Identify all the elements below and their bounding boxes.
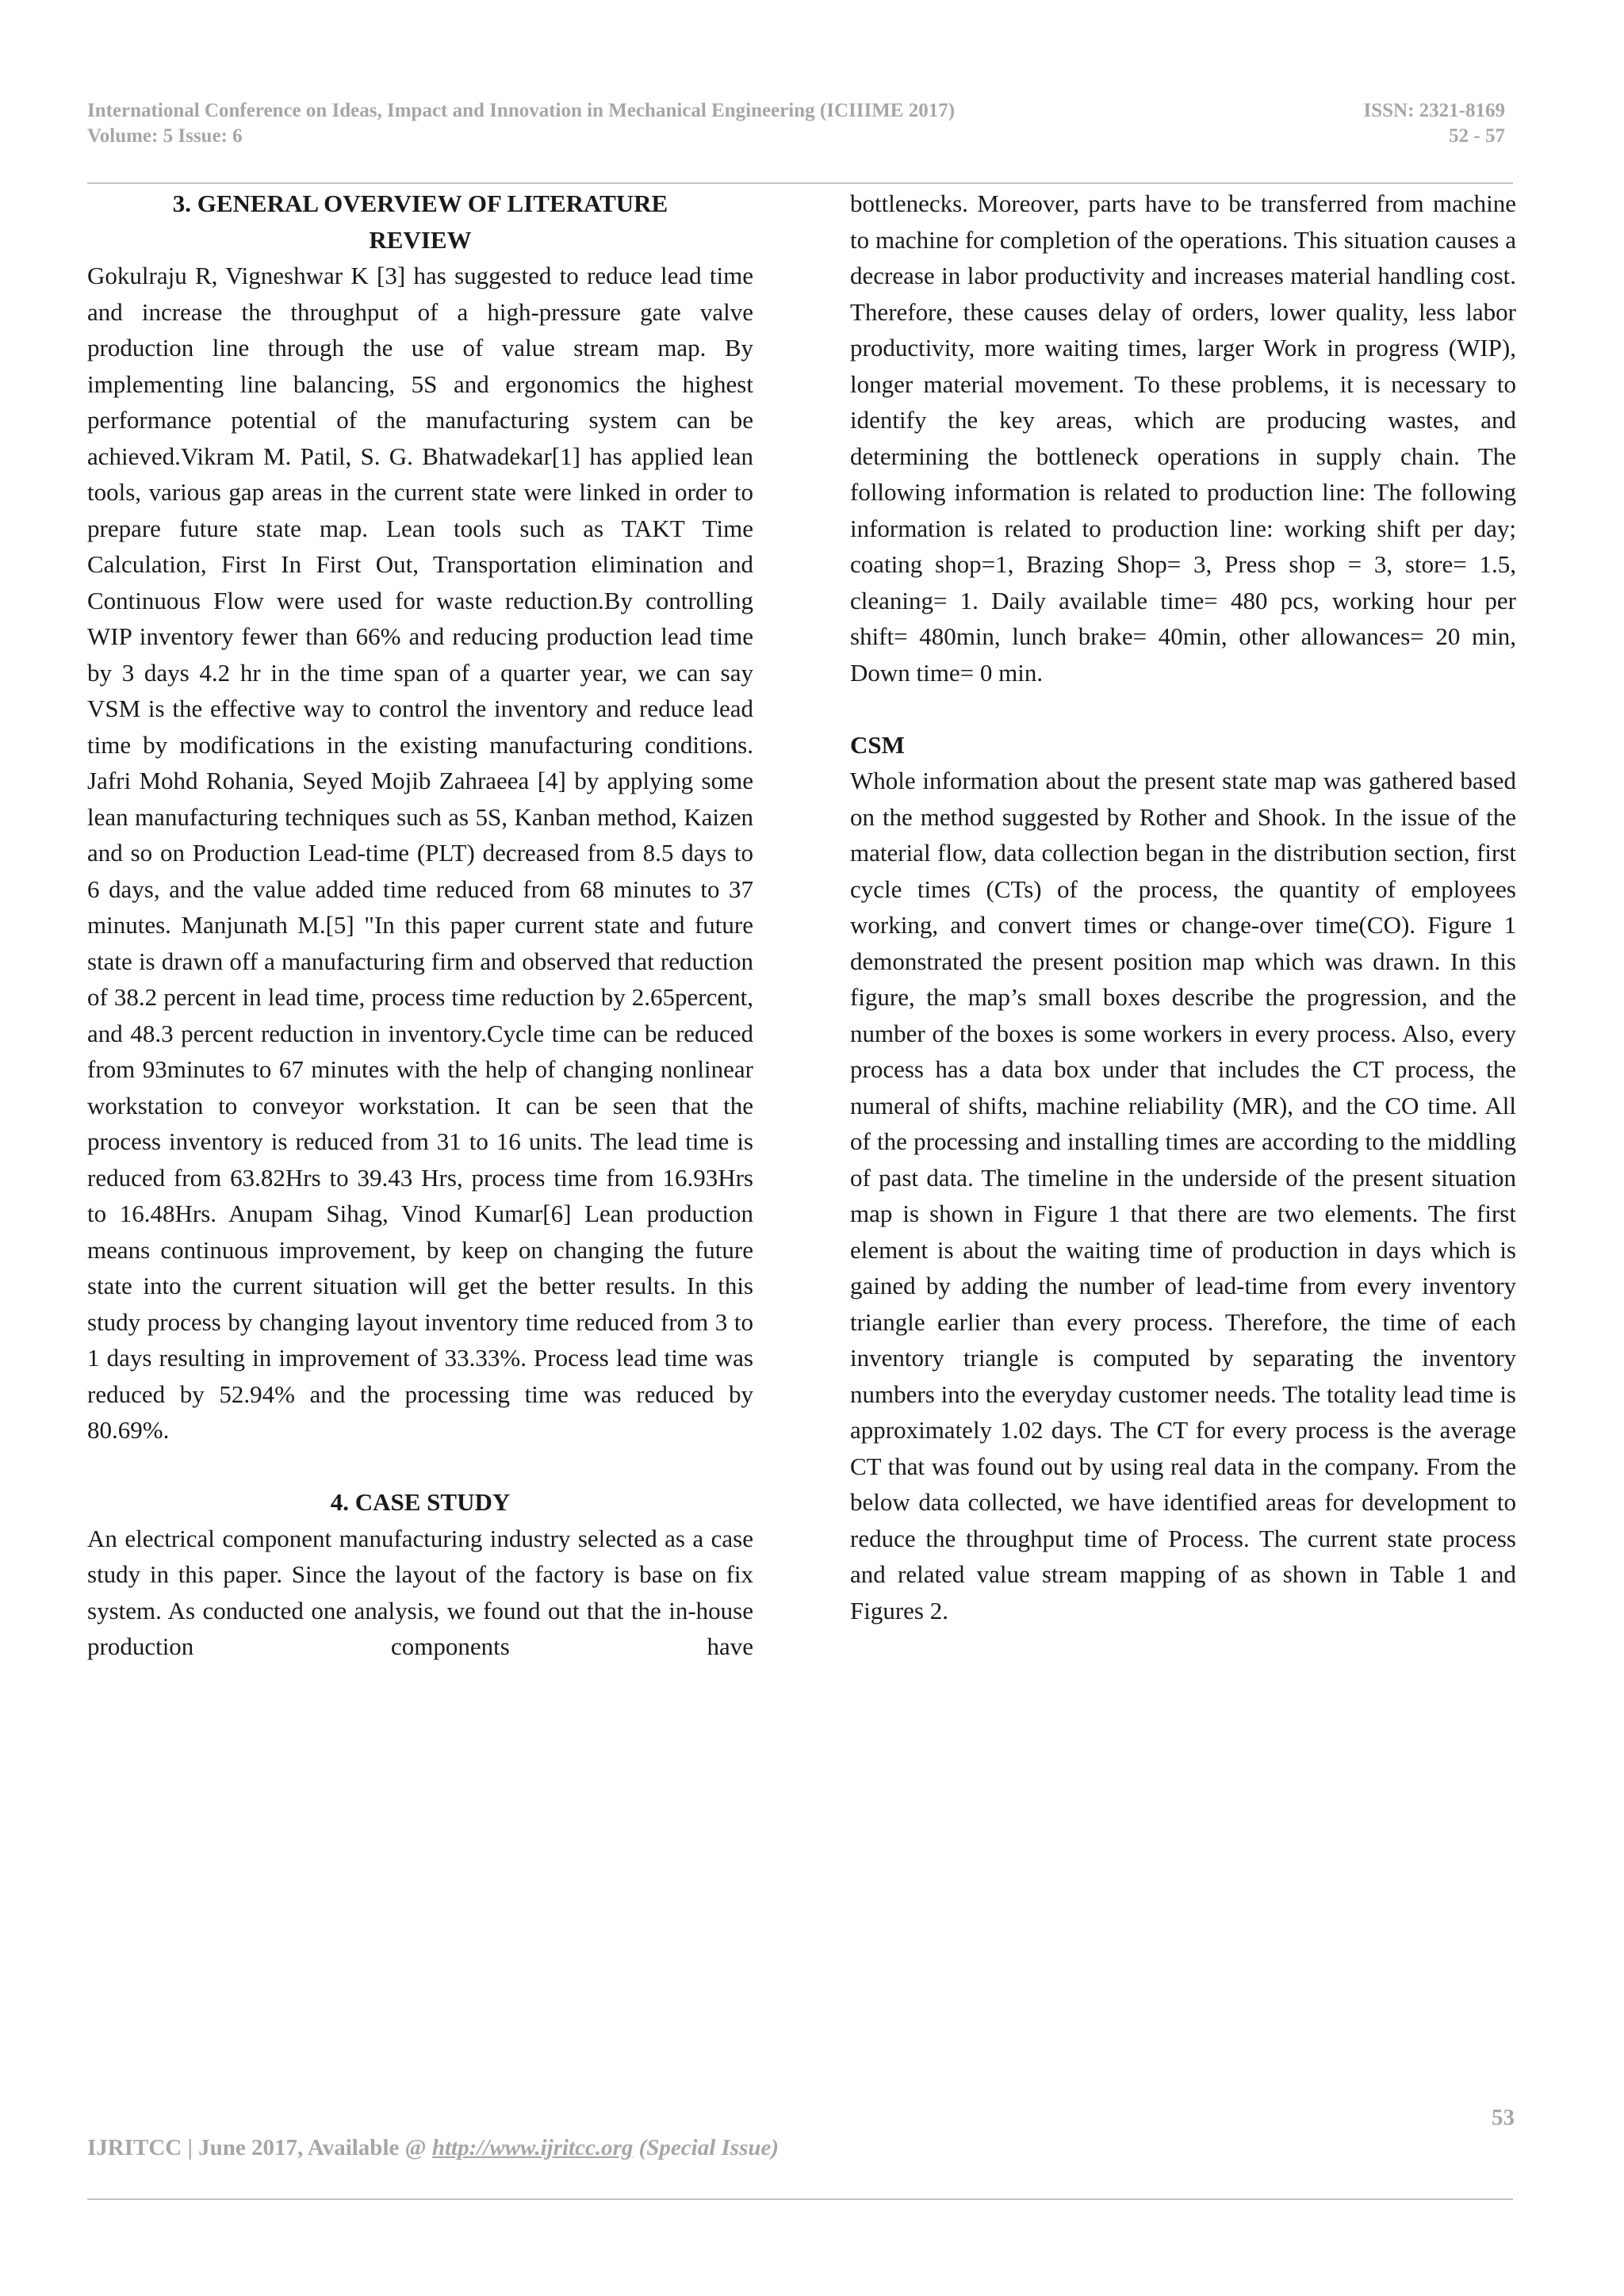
issn: ISSN: 2321-8169 [1363,100,1505,121]
page-number: 53 [1492,2105,1515,2130]
continuation-paragraph: bottlenecks. Moreover, parts have to be transferred from machine to machine for completion of the operations. This situation causes a decrease in labor productivity and increases material handling cost. Therefore, these causes delay of orders, lower quality, less labor productivity, more waiting times, larger Work in progress (WIP), longer material movement. To these problems, it is necessary to identify the key areas, which are producing wastes, and determining the bottleneck operations in supply chain. The following information is related to production line: The following information is related to production line: working shift per day; coating shop=1, Brazing Shop= 3, Press shop = 3, store= 1.5, cleaning= 1. Daily available time= 480 pcs, working hour per shift= 480min, lunch brake= 40min, other allowances= 20 min, Down time= 0 min. [850,189,1516,687]
header-divider [87,182,1513,184]
footer-divider [87,2198,1513,2200]
footer [87,2135,779,2161]
csm-paragraph: Whole information about the present state map was gathered based on the method suggested by Rother and Shook. In the issue of the material flow, data collection began in the distribution section, first cycle times (CTs) of the process, the quantity of employees working, and convert times or change-over time(CO). Figure 1 demonstrated the present position map which was drawn. In this figure, the map’s small boxes describe the progression, and the number of the boxes is some workers in every process. Also, every process has a data box under that includes the CT process, the numeral of shifts, machine reliability (MR), and the CO time. All of the processing and installing times are according to the middling of past data. The timeline in the underside of the present situation map is shown in Figure 1 that there are two elements. The first element is about the waiting time of production in days which is gained by adding the number of lead-time from every inventory triangle earlier than every process. Therefore, the time of each inventory triangle is computed by separating the inventory numbers into the everyday customer needs. The totality lead time is approximately 1.02 days. The CT for every process is the average CT that was found out by using real data in the company. From the below data collected, we have identified areas for development to reduce the throughput time of Process. The current state process and related value stream mapping of as shown in Table 1 and Figures 2. [850,767,1516,1624]
conference-title: International Conference on Ideas, Impact and Innovation in Mechanical Engineering (ICIIIME 2017) [87,100,956,121]
section-3-heading: 3. GENERAL OVERVIEW OF LITERATURE REVIEW [172,189,668,254]
running-header-right [1364,98,1506,149]
section-4-paragraph: An electrical component manufacturing industry selected as a case study in this paper. Since the layout of the factory is base on fix system. As conducted one analysis, we found out that the in-house production components have [87,1524,753,1660]
left-column [87,186,753,1665]
csm-heading: CSM [850,730,905,759]
right-column [850,186,1516,1628]
running-header-left [87,98,955,149]
section-3-paragraph: Gokulraju R, Vigneshwar K [3] has suggested to reduce lead time and increase the throughput of a high-pressure gate valve production line through the use of value stream map. By implementing line balancing, 5S and ergonomics the highest performance potential of the manufacturing system can be achieved.Vikram M. Patil, S. G. Bhatwadekar[1] has applied lean tools, various gap areas in the current state were linked in order to prepare future state map. Lean tools such as TAKT Time Calculation, First In First Out, Transportation elimination and Continuous Flow were used for waste reduction.By controlling WIP inventory fewer than 66% and reducing production lead time by 3 days 4.2 hr in the time span of a quarter year, we can say VSM is the effective way to control the inventory and reduce lead time by modifications in the existing manufacturing conditions. Jafri Mohd Rohania, Seyed Mojib Zahraeea [4] by applying some lean manufacturing techniques such as 5S, Kanban method, Kaizen and so on Production Lead-time (PLT) decreased from 8.5 days to 6 days, and the value added time reduced from 68 minutes to 37 minutes. Manjunath M.[5] "In this paper current state and future state is drawn off a manufacturing firm and observed that reduction of 38.2 percent in lead time, process time reduction by 2.65percent, and 48.3 percent reduction in inventory.Cycle time can be reduced from 93minutes to 67 minutes with the help of changing nonlinear workstation to conveyor workstation. It can be seen that the process inventory is reduced from 31 to 16 units. The lead time is reduced from 63.82Hrs to 39.43 Hrs, process time from 16.93Hrs to 16.48Hrs. Anupam Sihag, Vinod Kumar[6] Lean production means continuous improvement, by keep on changing the future state into the current situation will get the better results. In this study process by changing layout inventory time reduced from 3 to 1 days resulting in improvement of 33.33%. Process lead time was reduced by 52.94% and the processing time was reduced by 80.69%. [87,262,753,1444]
footer-special-issue: (Special Issue) [633,2135,779,2160]
footer-journal: IJRITCC | June 2017, Available @ [87,2135,432,2160]
journal-link[interactable]: http://www.ijritcc.org [431,2135,634,2160]
page-range: 52 - 57 [1449,125,1505,147]
section-4-heading: 4. CASE STUDY [330,1488,511,1516]
volume-issue: Volume: 5 Issue: 6 [87,125,243,147]
